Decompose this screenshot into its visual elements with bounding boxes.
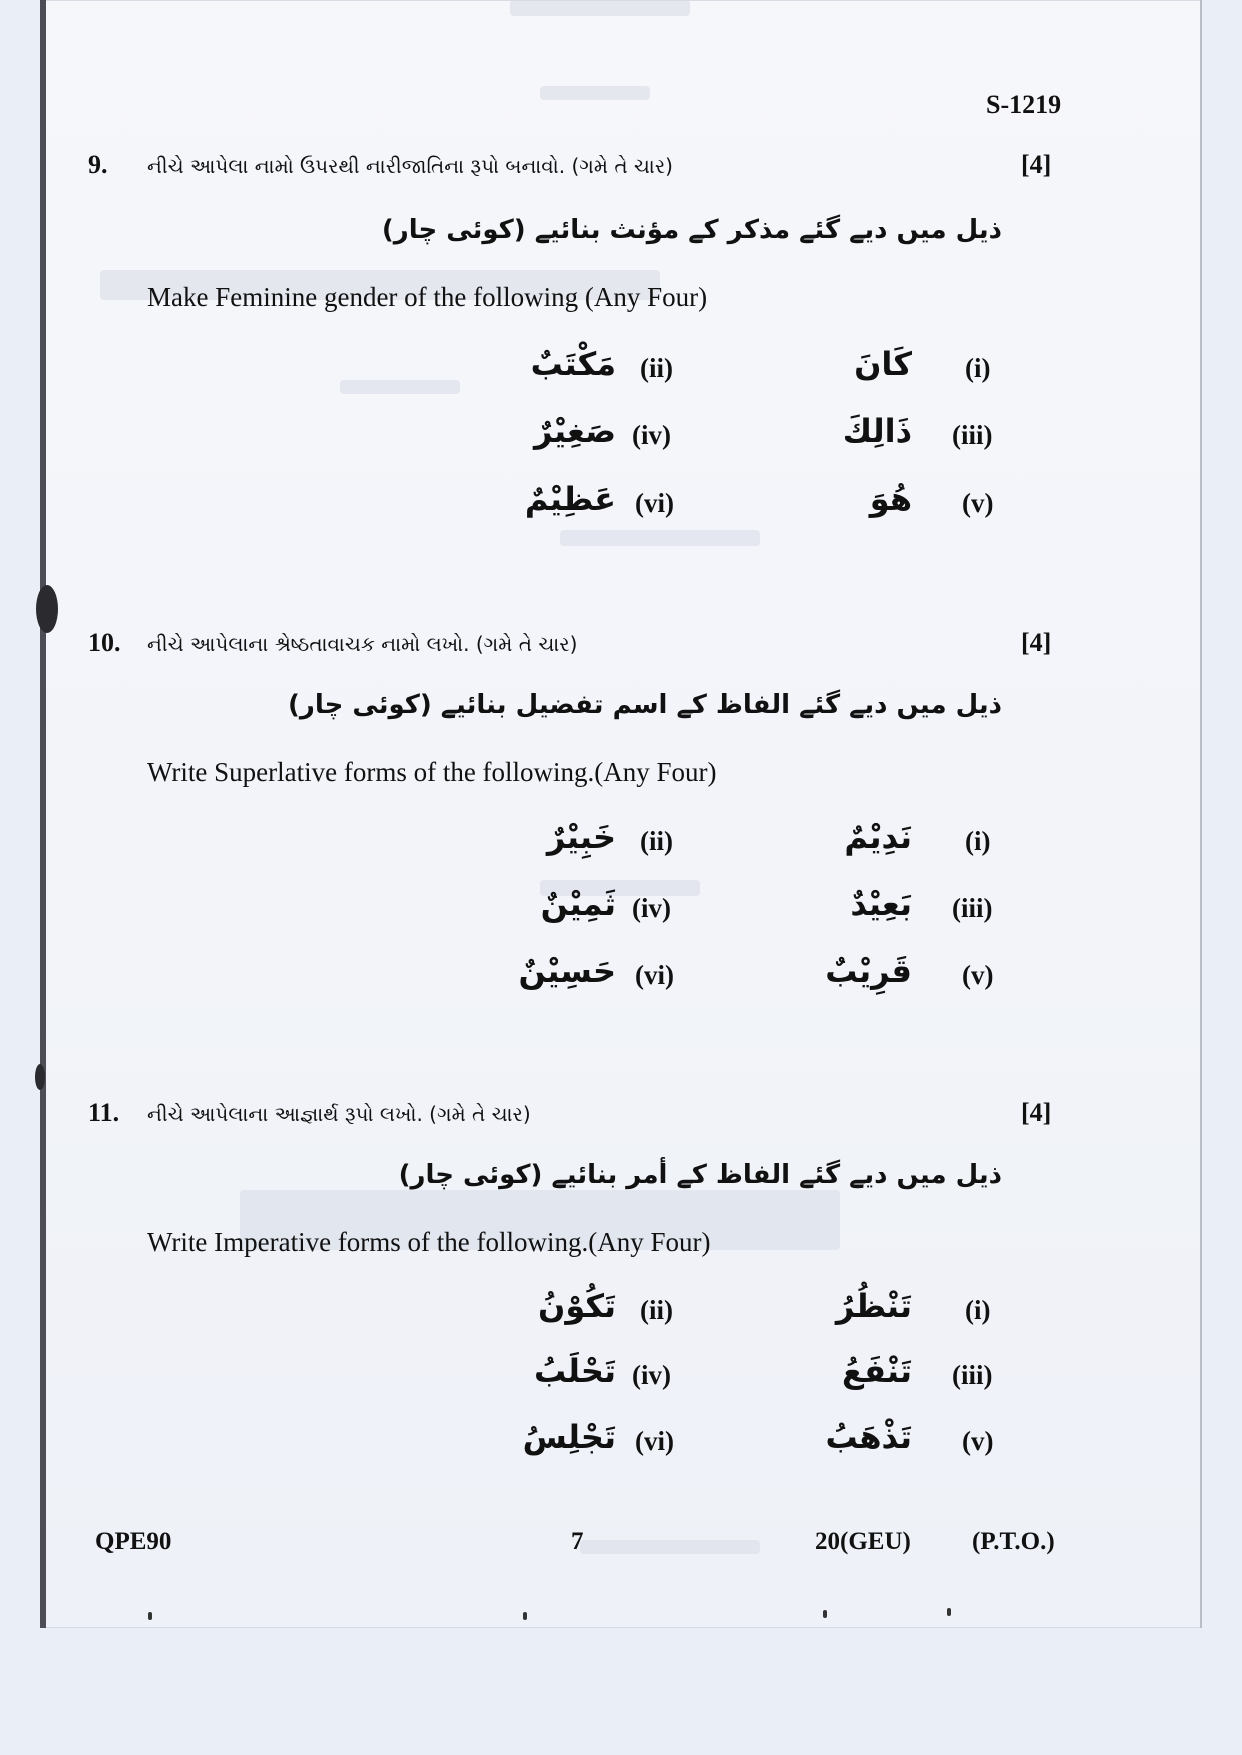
question-10-marks: [4] [1021, 628, 1052, 657]
option-word: تَنْفَعُ [842, 1352, 912, 1390]
question-9-marks: [4] [1021, 150, 1052, 179]
show-through-mark [510, 0, 690, 16]
option-number: (iii) [952, 1360, 993, 1390]
option-word: تَحْلَبُ [533, 1352, 616, 1390]
option-number: (ii) [640, 1295, 673, 1325]
option-number: (i) [965, 1295, 991, 1325]
option-word: ثَمِيْنٌ [540, 885, 616, 923]
question-11-marks: [4] [1021, 1098, 1052, 1127]
question-9-option-row [0, 345, 1242, 395]
question-9-english: Make Feminine gender of the following (Any Four) [147, 282, 708, 312]
question-11-urdu: ذیل میں دیے گئے الفاظ کے أمر بنائیے (کوئی چار) [398, 1160, 1002, 1190]
punch-hole [36, 585, 58, 633]
option-number: (iv) [632, 420, 671, 450]
option-number: (vi) [635, 1426, 674, 1456]
question-10-english: Write Superlative forms of the following.(Any Four) [147, 757, 717, 787]
question-9-urdu: ذیل میں دیے گئے مذکر کے مؤنث بنائیے (کوئی چار) [381, 215, 1002, 245]
question-11-gujarati: નીચે આપેલાના આજ્ઞાર્થ રૂપો લખો. (ગમે તે ચાર) [147, 1102, 531, 1126]
option-number: (v) [962, 1426, 994, 1456]
option-number: (i) [965, 826, 991, 856]
scan-speck [523, 1612, 527, 1620]
option-number: (vi) [635, 488, 674, 518]
option-word: قَرِيْبٌ [825, 952, 912, 990]
option-number: (i) [965, 353, 991, 383]
question-11-option-row [0, 1287, 1242, 1337]
option-number: (vi) [635, 960, 674, 990]
question-11-number: 11. [88, 1098, 120, 1127]
option-number: (v) [962, 960, 994, 990]
option-word: صَغِيْرٌ [534, 412, 616, 450]
question-11-english: Write Imperative forms of the following.(Any Four) [147, 1227, 711, 1257]
show-through-mark [540, 86, 650, 100]
question-11-option-row [0, 1418, 1242, 1468]
question-10-urdu: ذیل میں دیے گئے الفاظ کے اسم تفضیل بنائیے (کوئی چار) [287, 690, 1002, 720]
option-number: (iv) [632, 893, 671, 923]
scan-speck [947, 1608, 951, 1616]
option-word: هُوَ [869, 480, 912, 518]
page-code: S-1219 [986, 90, 1062, 119]
option-number: (ii) [640, 353, 673, 383]
question-10-option-row [0, 818, 1242, 868]
option-word: ذَالِكَ [842, 412, 912, 450]
show-through-mark [580, 1540, 760, 1554]
option-word: تَنْظُرُ [835, 1287, 912, 1325]
option-word: تَذْهَبُ [825, 1418, 912, 1456]
option-word: خَبِيْرٌ [546, 818, 616, 856]
scan-speck [148, 1612, 152, 1620]
option-word: تَكُوْنُ [538, 1287, 616, 1325]
punch-hole [35, 1064, 45, 1090]
footer-subject-code: 20(GEU) [815, 1528, 911, 1555]
footer-page-number: 7 [571, 1528, 584, 1555]
question-11-option-row [0, 1352, 1242, 1402]
option-word: نَدِيْمٌ [844, 818, 912, 856]
question-10-gujarati: નીચે આપેલાના શ્રેષ્ઠતાવાચક નામો લખો. (ગમે તે ચાર) [147, 632, 578, 656]
option-word: عَظِيْمٌ [524, 480, 616, 518]
option-number: (iv) [632, 1360, 671, 1390]
footer-pto: (P.T.O.) [972, 1528, 1055, 1555]
question-10-option-row [0, 885, 1242, 935]
question-10-number: 10. [88, 628, 121, 657]
scan-speck [823, 1610, 827, 1618]
question-9-option-row [0, 412, 1242, 462]
option-number: (iii) [952, 420, 993, 450]
question-9-number: 9. [88, 150, 108, 179]
question-9-gujarati: નીચે આપેલા નામો ઉપરથી નારીજાતિના રૂપો બનાવો. (ગમે તે ચાર) [147, 154, 673, 178]
question-10-option-row [0, 952, 1242, 1002]
option-word: مَكْتَبٌ [530, 345, 616, 383]
option-word: تَجْلِسُ [522, 1418, 616, 1456]
option-word: كَانَ [854, 345, 912, 383]
option-number: (v) [962, 488, 994, 518]
option-number: (ii) [640, 826, 673, 856]
question-9-option-row [0, 480, 1242, 530]
footer-paper-code: QPE90 [95, 1528, 172, 1555]
option-word: بَعِيْدٌ [850, 885, 912, 923]
show-through-mark [560, 530, 760, 546]
option-number: (iii) [952, 893, 993, 923]
option-word: حَسِيْنٌ [518, 952, 616, 990]
